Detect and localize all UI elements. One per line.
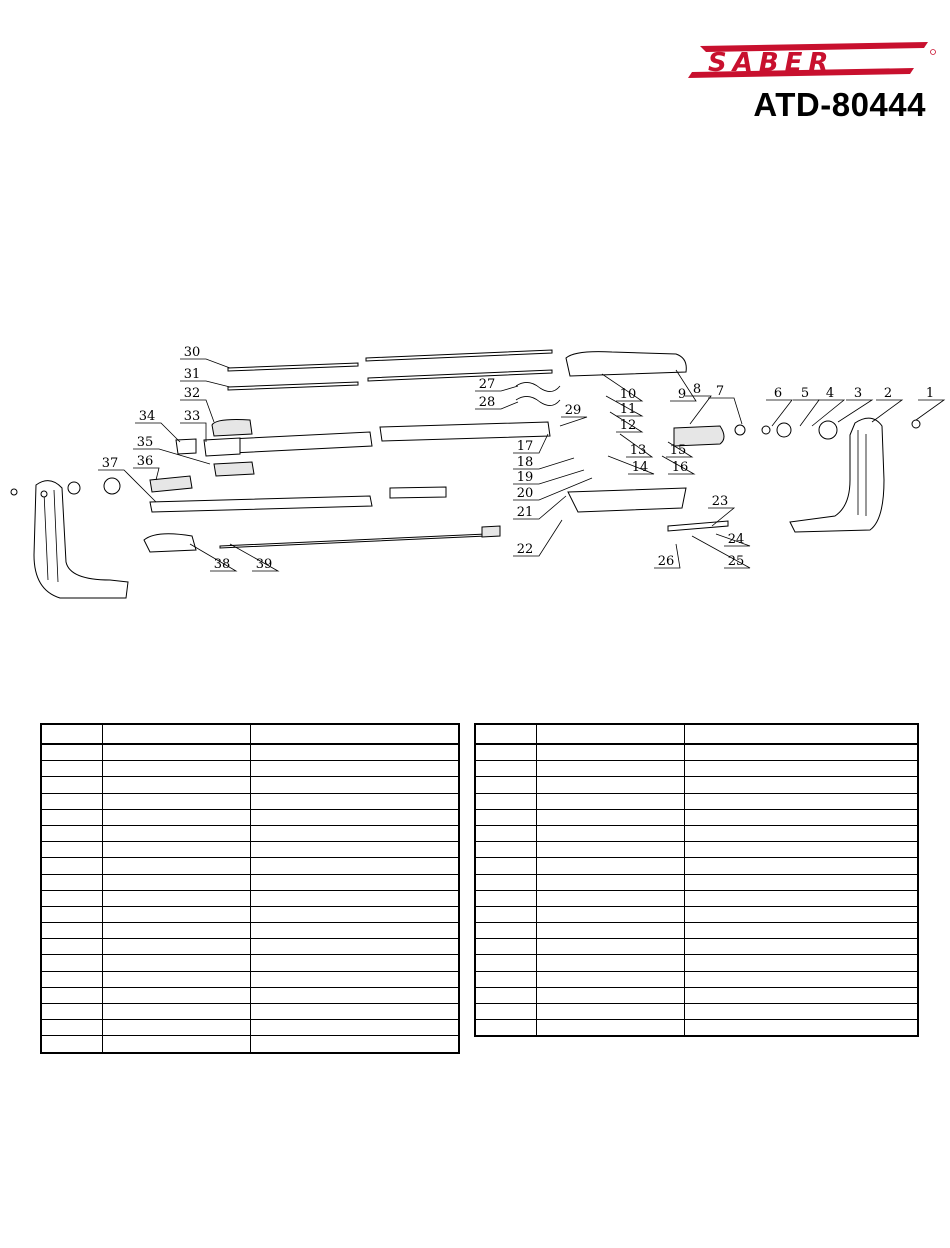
callout-29: 29 [564,403,582,418]
callout-1: 1 [925,386,935,401]
table-cell [250,906,459,922]
callout-22: 22 [516,542,534,557]
table-cell [250,793,459,809]
table-cell [685,1004,918,1020]
parts-artwork [11,350,920,598]
callout-leader [872,400,902,422]
table-cell [475,724,536,744]
table-cell [685,955,918,971]
table-cell [685,842,918,858]
table-cell [475,955,536,971]
motor-block [482,526,500,537]
callout-leader [560,417,587,426]
table-cell [102,987,250,1003]
table-cell [41,793,102,809]
table-cell [475,890,536,906]
table-cell [41,987,102,1003]
cap-33 [204,438,240,456]
table-cell [685,793,918,809]
table-cell [250,874,459,890]
table-cell [102,842,250,858]
table-cell [475,939,536,955]
slat-31b [368,370,552,381]
table-cell [536,724,684,744]
callout-28: 28 [478,395,496,410]
table-row [475,906,918,922]
table-cell [102,761,250,777]
table-cell [41,858,102,874]
table-row [41,825,459,841]
callout-21: 21 [516,505,534,520]
table-cell [41,777,102,793]
table-row [41,906,459,922]
table-cell [685,825,918,841]
table-cell [685,761,918,777]
parts-table-left [40,723,460,1054]
table-cell [536,923,684,939]
callout-38: 38 [213,557,231,572]
table-cell [685,777,918,793]
table-cell [102,1004,250,1020]
table-cell [536,890,684,906]
table-cell [102,923,250,939]
bracket-23 [668,521,728,531]
callout-23: 23 [711,494,729,509]
table-cell [685,939,918,955]
table-cell [102,1020,250,1036]
callout-9: 9 [677,387,687,402]
table-row [475,971,918,987]
table-cell [475,874,536,890]
table-cell [685,809,918,825]
callout-leader [133,468,159,480]
callout-15: 15 [669,443,687,458]
table-cell [41,906,102,922]
callout-25: 25 [727,554,745,569]
table-cell [475,1004,536,1020]
callout-16: 16 [671,460,689,475]
table-cell [41,939,102,955]
table-cell [475,1020,536,1037]
table-row [41,1004,459,1020]
table-row [475,955,918,971]
callout-leader [685,396,711,424]
callout-36: 36 [136,454,154,469]
table-cell [536,777,684,793]
table-row [475,793,918,809]
table-cell [685,923,918,939]
table-row [475,825,918,841]
table-cell [102,939,250,955]
table-header-row [41,724,459,744]
callout-5: 5 [800,386,810,401]
callout-31: 31 [183,367,201,382]
table-row [41,955,459,971]
callout-19: 19 [516,470,534,485]
callout-11: 11 [619,402,637,417]
end-leg-right [790,418,884,532]
saber-logo [688,38,938,82]
table-cell [250,777,459,793]
table-row [475,777,918,793]
callout-leader [793,400,819,426]
table-cell [685,744,918,761]
table-row [475,1020,918,1037]
table-cell [250,923,459,939]
table-cell [536,874,684,890]
table-cell [250,939,459,955]
table-row [475,890,918,906]
parts-table-right [474,723,919,1037]
callout-13: 13 [629,443,647,458]
table-row [41,1020,459,1036]
table-cell [685,874,918,890]
callout-8: 8 [692,382,702,397]
table-cell [536,906,684,922]
table-row [475,874,918,890]
table-cell [685,890,918,906]
table-cell [102,825,250,841]
table-cell [102,793,250,809]
table-cell [41,971,102,987]
callout-33: 33 [183,409,201,424]
table-cell [102,890,250,906]
slat-31 [228,382,358,390]
table-cell [41,842,102,858]
table-cell [102,874,250,890]
base-38 [144,534,196,552]
brand-wordmark: SABER [708,48,835,78]
callout-17: 17 [516,439,534,454]
table-row [475,809,918,825]
callout-leader [766,400,792,426]
table-row [475,923,918,939]
table-cell [536,955,684,971]
table-cell [685,1020,918,1037]
slat-30 [228,363,358,371]
table-row [475,1004,918,1020]
callout-2: 2 [883,386,893,401]
table-row [475,761,918,777]
tube-37 [150,496,372,512]
table-cell [536,744,684,761]
callout-39: 39 [255,557,273,572]
table-row [41,809,459,825]
table-row [41,923,459,939]
table-cell [250,955,459,971]
table-row [475,842,918,858]
table-cell [41,890,102,906]
table-row [41,744,459,761]
table-cell [536,825,684,841]
table-row [41,793,459,809]
table-cell [41,1036,102,1053]
part-callouts [98,345,944,572]
callout-30: 30 [183,345,201,360]
table-cell [685,724,918,744]
table-cell [685,906,918,922]
table-cell [102,809,250,825]
table-cell [536,971,684,987]
table-cell [475,906,536,922]
table-cell [41,955,102,971]
wire-27 [516,382,560,391]
callout-leader [916,400,944,420]
callout-20: 20 [516,486,534,501]
callout-27: 27 [478,377,496,392]
table-cell [536,1004,684,1020]
table-cell [475,809,536,825]
callout-26: 26 [657,554,675,569]
callout-leader [708,398,742,424]
table-cell [102,906,250,922]
table-cell [536,987,684,1003]
slat-30b [366,350,552,361]
callout-3: 3 [853,386,863,401]
table-cell [250,1020,459,1036]
table-row [475,858,918,874]
table-cell [250,1036,459,1053]
table-cell [250,890,459,906]
table-cell [536,858,684,874]
table-cell [41,923,102,939]
table-cell [536,761,684,777]
table-cell [250,724,459,744]
table-cell [102,777,250,793]
table-cell [102,955,250,971]
table-cell [250,809,459,825]
table-cell [475,777,536,793]
end-leg-left [34,481,128,598]
model-number: ATD-80444 [753,86,926,123]
callout-34: 34 [138,409,156,424]
callout-24: 24 [727,532,745,547]
table-cell [250,971,459,987]
handle-9 [566,352,686,376]
table-cell [41,724,102,744]
table-cell [41,874,102,890]
table-cell [536,1020,684,1037]
table-cell [250,842,459,858]
table-row [41,761,459,777]
housing-21 [568,488,686,512]
table-cell [685,987,918,1003]
table-cell [250,761,459,777]
table-cell [536,842,684,858]
wire-28 [516,396,560,405]
table-row [475,744,918,761]
callout-4: 4 [825,386,835,401]
table-cell [475,825,536,841]
table-cell [536,809,684,825]
table-cell [685,858,918,874]
table-cell [41,744,102,761]
table-cell [475,744,536,761]
table-cell [41,1020,102,1036]
table-cell [41,761,102,777]
callout-7: 7 [715,384,725,399]
table-row [41,842,459,858]
table-cell [475,842,536,858]
table-cell [475,923,536,939]
callout-14: 14 [631,460,649,475]
exploded-parts-diagram [0,330,950,610]
callout-6: 6 [773,386,783,401]
cap-35 [214,462,254,476]
table-row [41,777,459,793]
table-cell [102,858,250,874]
table-row [41,858,459,874]
table-cell [475,971,536,987]
table-cell [102,1036,250,1053]
callout-32: 32 [183,386,201,401]
table-cell [250,744,459,761]
table-row [41,1036,459,1053]
table-cell [250,987,459,1003]
table-cell [475,858,536,874]
table-row [41,971,459,987]
table-cell [41,825,102,841]
tube-37b [390,487,446,498]
table-row [475,987,918,1003]
table-row [41,874,459,890]
table-row [41,987,459,1003]
callout-10: 10 [619,387,637,402]
table-row [41,939,459,955]
table-cell [475,987,536,1003]
table-cell [685,971,918,987]
table-cell [102,971,250,987]
table-cell [102,744,250,761]
table-cell [250,1004,459,1020]
callout-35: 35 [136,435,154,450]
table-header-row [475,724,918,744]
rod-39 [220,534,486,548]
table-cell [250,825,459,841]
table-cell [536,793,684,809]
table-row [475,939,918,955]
table-cell [41,809,102,825]
table-row [41,890,459,906]
table-cell [475,761,536,777]
table-cell [475,793,536,809]
table-cell [250,858,459,874]
callout-12: 12 [619,418,637,433]
table-cell [102,724,250,744]
table-cell [536,939,684,955]
cap-32 [212,420,252,436]
table-cell [41,1004,102,1020]
callout-37: 37 [101,456,119,471]
callout-18: 18 [516,455,534,470]
